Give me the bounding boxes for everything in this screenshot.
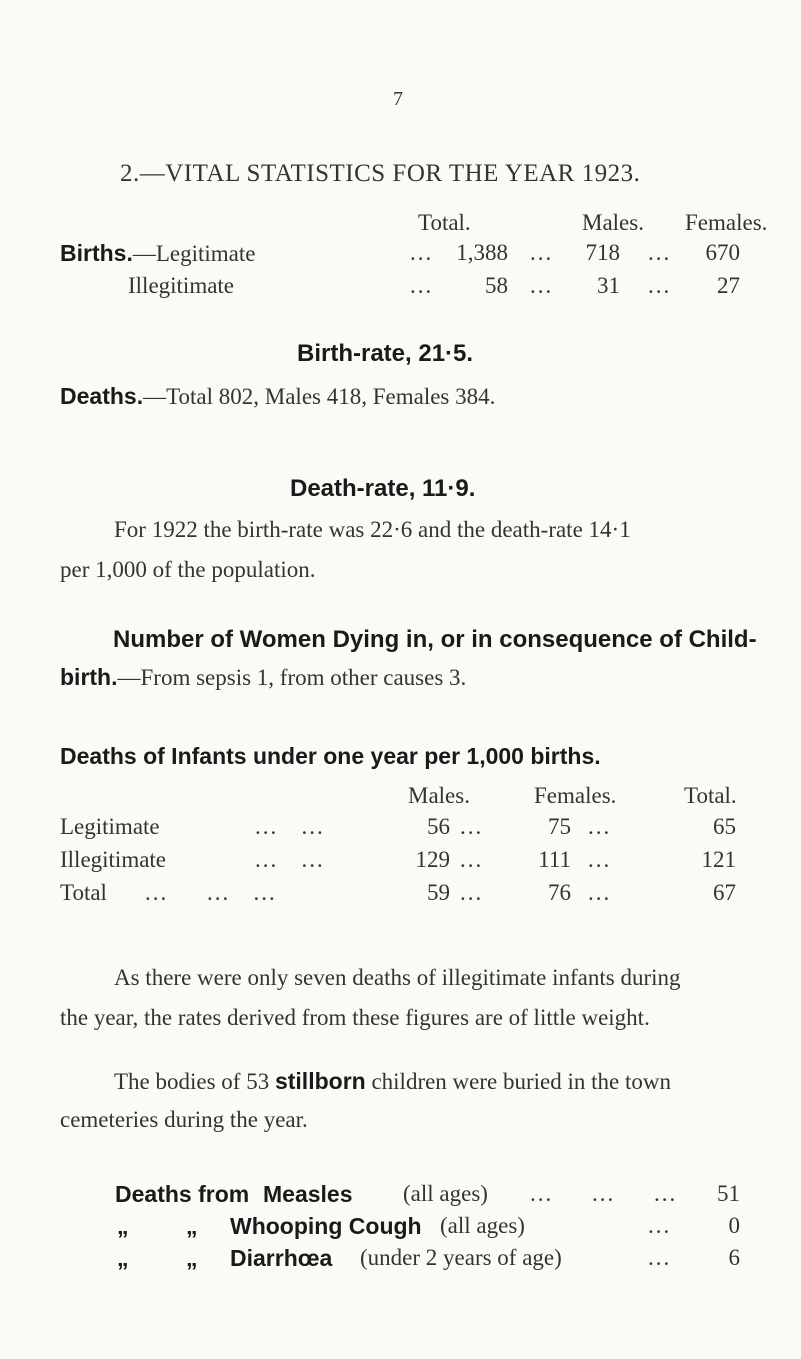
illegitimate-note-line2: the year, the rates derived from these figures are of little weight. bbox=[60, 1005, 650, 1030]
disease-prefix: Deaths from bbox=[115, 1181, 250, 1207]
infants-header-females: Females. bbox=[534, 783, 617, 808]
infants-illegit-total: 121 bbox=[701, 847, 736, 872]
infants-legit-males: 56 bbox=[427, 814, 450, 839]
disease-value-measles: 51 bbox=[717, 1181, 740, 1206]
disease-value-diarrhoea: 6 bbox=[728, 1245, 740, 1270]
births-legit-total: 1,388 bbox=[456, 240, 508, 265]
leader-dots: ... bbox=[648, 273, 672, 298]
leader-dots: ... bbox=[588, 880, 612, 905]
disease-name-whooping-cough: Whooping Cough bbox=[230, 1213, 422, 1239]
disease-name-measles: Measles bbox=[263, 1181, 353, 1207]
deaths-line bbox=[60, 383, 495, 410]
births-label: Births. bbox=[60, 240, 133, 266]
disease-qualifier-whooping-cough: (all ages) bbox=[440, 1213, 525, 1238]
leader-dots: ... bbox=[530, 240, 554, 265]
leader-dots: ... bbox=[460, 814, 484, 839]
leader-dots: ... bbox=[460, 847, 484, 872]
stillborn-emphasis: stillborn bbox=[274, 1068, 366, 1094]
infants-total-females: 76 bbox=[548, 880, 571, 905]
births-header-males: Males. bbox=[582, 210, 644, 235]
leader-dots: ... ... bbox=[255, 847, 325, 872]
infants-row-illegitimate-label: Illegitimate bbox=[60, 847, 167, 872]
leader-dots: ... ... ... bbox=[530, 1181, 678, 1206]
childbirth-text: —From sepsis 1, from other causes 3. bbox=[117, 665, 467, 690]
deaths-label: Deaths. bbox=[60, 383, 144, 409]
births-legit-females: 670 bbox=[705, 240, 740, 265]
section-title: 2.—VITAL STATISTICS FOR THE YEAR 1923. bbox=[120, 160, 641, 187]
leader-dots: ... ... ... bbox=[145, 880, 277, 905]
disease-qualifier-measles: (all ages) bbox=[403, 1181, 488, 1206]
leader-dots: ... bbox=[460, 880, 484, 905]
comparison-line2: per 1,000 of the population. bbox=[60, 557, 316, 582]
disease-qualifier-diarrhoea: (under 2 years of age) bbox=[360, 1245, 562, 1270]
leader-dots: ... bbox=[530, 273, 554, 298]
stillborn-post: children were buried in the town bbox=[365, 1069, 671, 1094]
births-illegit-total: 58 bbox=[485, 273, 508, 298]
ditto-mark: „ bbox=[186, 1213, 198, 1239]
infants-legit-total: 65 bbox=[713, 814, 736, 839]
births-header-females: Females. bbox=[685, 210, 768, 235]
ditto-mark: „ bbox=[117, 1213, 129, 1239]
births-illegit-males: 31 bbox=[597, 273, 620, 298]
infants-total-total: 67 bbox=[713, 880, 736, 905]
comparison-line1: For 1922 the birth-rate was 22·6 and the death-rate 14·1 bbox=[114, 517, 631, 542]
leader-dots: ... bbox=[648, 1213, 672, 1238]
infants-legit-females: 75 bbox=[548, 814, 571, 839]
births-legit-males: 718 bbox=[585, 240, 620, 265]
infants-total-males: 59 bbox=[427, 880, 450, 905]
childbirth-line2 bbox=[60, 664, 466, 691]
page-number: 7 bbox=[393, 88, 403, 110]
leader-dots: ... bbox=[648, 1245, 672, 1270]
stillborn-line1 bbox=[114, 1063, 671, 1100]
leader-dots: ... ... bbox=[255, 814, 325, 839]
disease-name-diarrhoea: Diarrhœa bbox=[230, 1245, 333, 1271]
infants-row-total-label: Total bbox=[60, 880, 107, 905]
infants-header-males: Males. bbox=[408, 783, 470, 808]
leader-dots: ... bbox=[410, 240, 434, 265]
infants-header-total: Total. bbox=[684, 783, 737, 808]
illegitimate-note-line1: As there were only seven deaths of illegitimate infants during bbox=[114, 965, 681, 990]
leader-dots: ... bbox=[588, 814, 612, 839]
stillborn-line2: cemeteries during the year. bbox=[60, 1107, 308, 1132]
ditto-mark: „ bbox=[117, 1245, 129, 1271]
disease-value-whooping-cough: 0 bbox=[728, 1213, 740, 1238]
birth-rate-heading: Birth-rate, 21·5. bbox=[297, 340, 474, 367]
death-rate-heading: Death-rate, 11·9. bbox=[290, 475, 476, 502]
ditto-mark: „ bbox=[186, 1245, 198, 1271]
leader-dots: ... bbox=[648, 240, 672, 265]
leader-dots: ... bbox=[410, 273, 434, 298]
childbirth-heading-cont: birth. bbox=[60, 664, 118, 690]
infants-heading: Deaths of Infants under one year per 1,000 births. bbox=[60, 743, 601, 769]
infants-row-legitimate-label: Legitimate bbox=[60, 814, 160, 839]
leader-dots: ... bbox=[588, 847, 612, 872]
births-row-illegitimate-label: Illegitimate bbox=[128, 273, 235, 298]
stillborn-pre: The bodies of 53 bbox=[114, 1069, 275, 1094]
childbirth-heading: Number of Women Dying in, or in consequence of Child- bbox=[113, 626, 757, 653]
births-row-legitimate bbox=[60, 240, 255, 267]
infants-illegit-males: 129 bbox=[415, 847, 450, 872]
births-illegit-females: 27 bbox=[717, 273, 740, 298]
infants-illegit-females: 111 bbox=[538, 847, 571, 872]
births-header-total: Total. bbox=[418, 210, 471, 235]
deaths-text: —Total 802, Males 418, Females 384. bbox=[143, 384, 496, 409]
births-row-label: —Legitimate bbox=[132, 241, 256, 266]
